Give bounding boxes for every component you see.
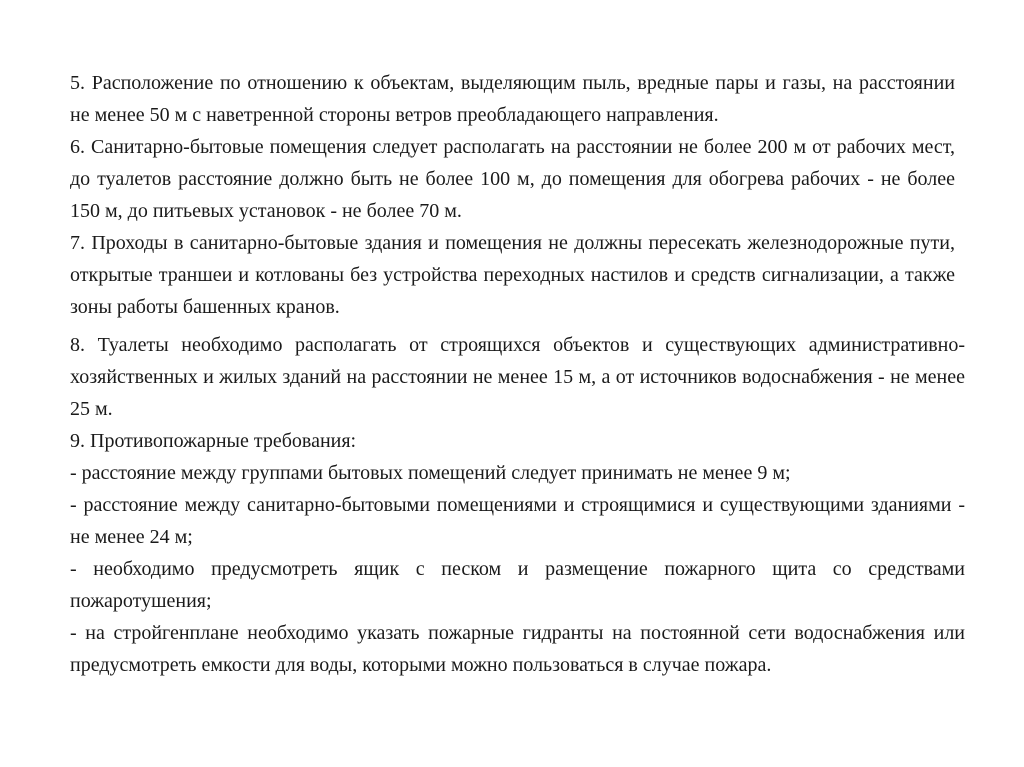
fire-requirement-item: - расстояние между группами бытовых помещений следует принимать не менее 9 м; [70, 462, 791, 484]
fire-requirement-item: - на стройгенплане необходимо указать пожарные гидранты на постоянной сети водоснабжения или предусмотреть емкости для воды, которыми можно пользоваться в случае пожара. [70, 622, 965, 676]
paragraph-6: 6. Санитарно-бытовые помещения следует располагать на расстоянии не более 200 м от рабочих мест, до туалетов расстояние должно быть не более 100 м, до помещения для обогрева рабочих - не более 150 м, до питьевых установок - не более 70 м. [70, 136, 955, 222]
fire-requirement-item: - расстояние между санитарно-бытовыми помещениями и строящимися и существующими зданиями - не менее 24 м; [70, 494, 965, 548]
paragraph-9-title: 9. Противопожарные требования: [70, 430, 357, 452]
text-block-lower [70, 329, 965, 681]
paragraph-5: 5. Расположение по отношению к объектам, выделяющим пыль, вредные пары и газы, на расстоянии не менее 50 м с наветренной стороны ветров преобладающего направления. [70, 72, 955, 126]
paragraph-8: 8. Туалеты необходимо располагать от строящихся объектов и существующих административно-хозяйственных и жилых зданий на расстоянии не менее 15 м, а от источников водоснабжения - не менее 25 м. [70, 334, 965, 420]
text-block-upper [70, 67, 955, 323]
fire-requirement-item: - необходимо предусмотреть ящик с песком и размещение пожарного щита со средствами пожаротушения; [70, 558, 965, 612]
paragraph-7: 7. Проходы в санитарно-бытовые здания и помещения не должны пересекать железнодорожные пути, открытые траншеи и котлованы без устройства переходных настилов и средств сигнализации, а также зоны работы башенных кранов. [70, 232, 955, 318]
